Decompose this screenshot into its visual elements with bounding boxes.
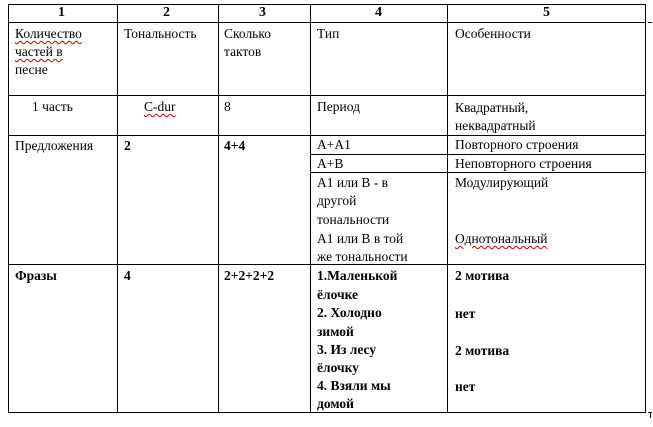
header-tonality: Тональность xyxy=(124,26,197,41)
phrase-1-feature: 2 мотива xyxy=(455,268,510,283)
margin-mark xyxy=(650,412,651,418)
header-bars-line2: тактов xyxy=(224,44,262,59)
sentence-feature-1: Повторного строения xyxy=(455,137,579,152)
header-bars-line1: Сколько xyxy=(224,26,271,41)
row-parts-features-line2: неквадратный xyxy=(455,118,536,133)
sentence-type-3-line2: другой xyxy=(317,193,357,208)
header-parts-line3: песне xyxy=(15,62,48,77)
row-sentences-label: Предложения xyxy=(15,138,94,153)
sentence-feature-4: Однотональный xyxy=(455,231,548,246)
column-number-3: 3 xyxy=(259,5,266,20)
header-parts-line1: Количество xyxy=(15,26,82,41)
sentence-type-4-line1: А1 или В в той xyxy=(317,231,404,246)
phrase-4-line1: 4. Взяли мы xyxy=(317,378,391,393)
phrase-2-line2: зимой xyxy=(317,324,354,339)
sentence-type-2: А+В xyxy=(317,156,344,171)
sentence-feature-2: Неповторного строения xyxy=(455,156,592,171)
sentence-type-1: А+А1 xyxy=(317,137,351,152)
sentence-feature-3: Модулирующий xyxy=(455,175,549,190)
phrase-1-line1: 1.Маленькой xyxy=(317,268,398,283)
column-number-2: 2 xyxy=(163,5,170,20)
sentence-type-3-line3: тональности xyxy=(317,212,390,227)
column-number-1: 1 xyxy=(58,5,65,20)
row-parts-tonality: C-dur xyxy=(144,99,176,114)
phrase-1-line2: ёлочке xyxy=(317,287,359,302)
row-phrases-label: Фразы xyxy=(15,268,57,283)
phrase-4-line2: домой xyxy=(317,396,354,411)
sentence-type-3-line1: А1 или В - в xyxy=(317,175,389,190)
column-number-4: 4 xyxy=(375,5,382,20)
row-parts-type: Период xyxy=(317,99,360,114)
row-parts-label: 1 часть xyxy=(32,99,73,114)
header-parts-line2: частей в xyxy=(15,44,63,59)
row-sentences-bars: 4+4 xyxy=(224,138,246,153)
column-number-5: 5 xyxy=(543,5,550,20)
row-parts-features-line1: Квадратный, xyxy=(455,100,529,115)
margin-mark xyxy=(648,22,652,23)
phrase-2-line1: 2. Холодно xyxy=(317,305,382,320)
phrase-3-line2: ёлочку xyxy=(317,360,359,375)
phrase-4-feature: нет xyxy=(455,379,476,394)
phrase-3-line1: 3. Из лесу xyxy=(317,342,377,357)
phrase-2-feature: нет xyxy=(455,306,476,321)
row-phrases-bars: 2+2+2+2 xyxy=(224,268,275,283)
sentence-type-4-line2: же тональности xyxy=(317,249,408,264)
header-type: Тип xyxy=(317,26,340,41)
header-features: Особенности xyxy=(455,26,531,41)
row-sentences-tonality: 2 xyxy=(124,138,131,153)
phrase-3-feature: 2 мотива xyxy=(455,343,510,358)
row-parts-bars: 8 xyxy=(224,99,231,114)
row-phrases-tonality: 4 xyxy=(124,268,131,283)
